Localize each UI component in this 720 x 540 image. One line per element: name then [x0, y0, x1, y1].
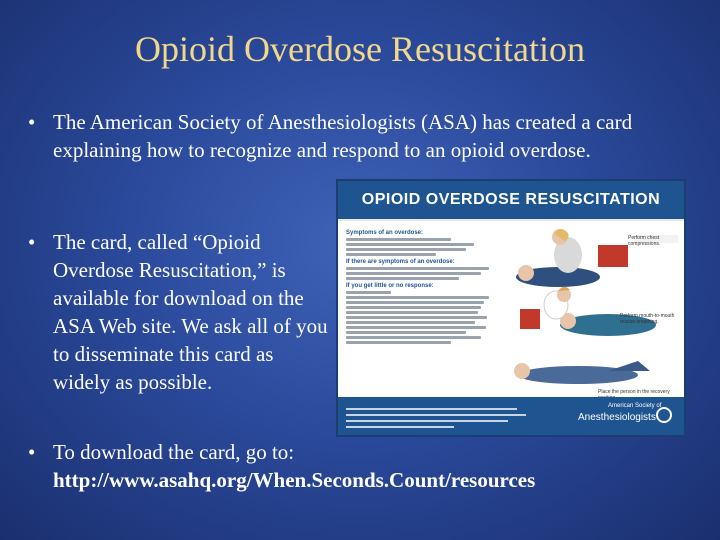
card-body	[338, 221, 684, 399]
bullet-marker: •	[28, 110, 36, 134]
bullet-text: The American Society of Anesthesiologists (ASA) has created a card explaining how to recognize and respond to an opioid overdose.	[53, 110, 633, 162]
slide-title: Opioid Overdose Resuscitation	[135, 29, 585, 69]
resuscitation-card-image	[336, 179, 686, 437]
asa-logo-top: American Society of	[608, 403, 662, 409]
bullet-item	[28, 438, 708, 494]
asa-logo-brand: Anesthesiologists	[578, 412, 656, 423]
card-footer	[338, 397, 684, 435]
card-section-symptoms: Symptoms of an overdose:	[346, 230, 424, 236]
bullet-text: To download the card, go to:	[53, 440, 295, 464]
card-illustrations	[498, 225, 680, 397]
bullet-item	[28, 228, 328, 396]
rescue-figures	[498, 225, 680, 397]
bullet-text: The card, called “Opioid Overdose Resuscitation,” is available for download on the ASA Web site. We ask all of you to disseminate this card as widely as possible.	[53, 230, 328, 394]
card-section-if-symptoms: If there are symptoms of an overdose:	[346, 259, 455, 265]
bullet-marker: •	[28, 230, 36, 254]
caption-recovery: Place the person in the recovery	[598, 389, 670, 395]
asa-emblem-icon	[656, 407, 672, 423]
bullet-marker: •	[28, 440, 36, 464]
caption-breathing: Perform mouth-to-mouth rescue breathing.	[620, 313, 675, 325]
download-url[interactable]: http://www.asahq.org/When.Seconds.Count/resources	[53, 468, 536, 492]
card-section-no-response: If you get little or no response:	[346, 283, 434, 289]
bullet-item	[28, 108, 688, 164]
card-title: OPIOID OVERDOSE RESUSCITATION	[338, 181, 684, 221]
card-instructions	[346, 227, 496, 346]
caption-compressions: Perform chest compressions.	[628, 235, 661, 247]
